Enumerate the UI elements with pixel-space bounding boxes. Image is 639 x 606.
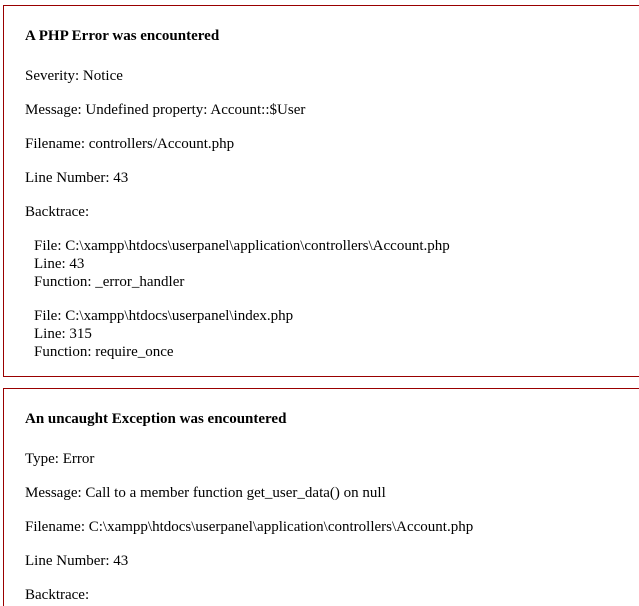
backtrace-line: Line: 315 — [34, 326, 92, 342]
backtrace-file: File: C:\xampp\htdocs\userpanel\application\controllers\Account.php — [34, 238, 450, 254]
type-text: Type: Error — [25, 451, 95, 467]
php-error-panel — [3, 5, 639, 377]
message-text: Message: Undefined property: Account::$User — [25, 102, 306, 118]
backtrace-label: Backtrace: — [25, 587, 90, 603]
php-error-heading: A PHP Error was encountered — [25, 28, 220, 44]
filename-text: Filename: controllers/Account.php — [25, 136, 235, 152]
backtrace-line: Line: 43 — [34, 256, 85, 272]
exception-heading: An uncaught Exception was encountered — [25, 411, 287, 427]
backtrace-label: Backtrace: — [25, 204, 90, 220]
line-number-text: Line Number: 43 — [25, 553, 129, 569]
line-number-text: Line Number: 43 — [25, 170, 129, 186]
backtrace-function: Function: _error_handler — [34, 274, 185, 290]
backtrace-file: File: C:\xampp\htdocs\userpanel\index.php — [34, 308, 294, 324]
filename-text: Filename: C:\xampp\htdocs\userpanel\application\controllers\Account.php — [25, 519, 474, 535]
message-text: Message: Call to a member function get_user_data() on null — [25, 485, 386, 501]
severity-text: Severity: Notice — [25, 68, 123, 84]
backtrace-function: Function: require_once — [34, 344, 174, 360]
exception-panel — [3, 388, 639, 606]
